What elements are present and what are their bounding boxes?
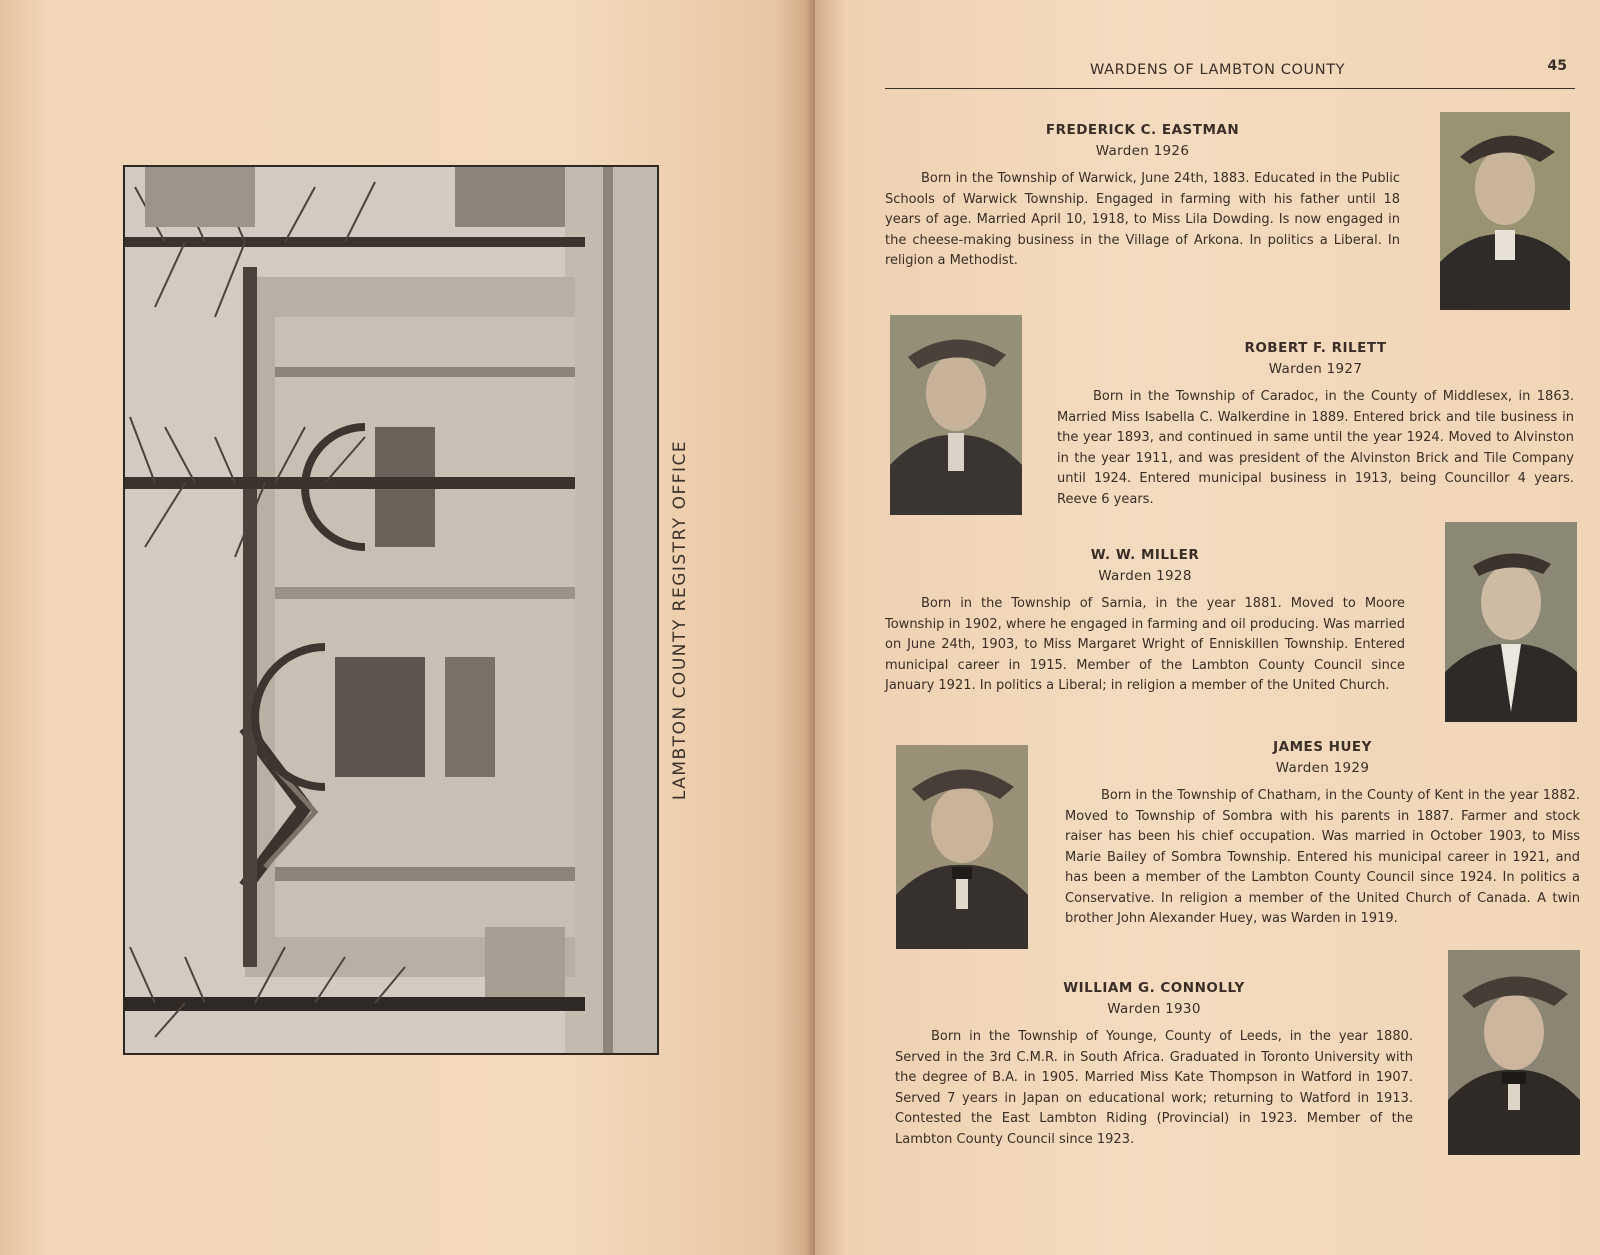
warden-bio: Born in the Township of Younge, County of Leeds, in the year 1880. Served in the 3rd C.M.R. in South Africa. Graduated in Toronto University with the degree of B.A. in 1905. Married Miss Kate Thompson in Watford in 1907. Served 7 years in Japan on educational work; returning to Watford in 1913. Contested the East Lambton Riding (Provincial) in 1923. Member of the Lambton County Council since 1923. <box>895 1029 1413 1147</box>
warden-year: Warden 1928 <box>1098 567 1192 584</box>
warden-bio: Born in the Township of Warwick, June 24th, 1883. Educated in the Public Schools of Warwick Township. Engaged in farming with his father until 18 years of age. Married April 10, 1918, to Miss Lila Dowding. Is now engaged in the cheese-making business in the Village of Arkona. In politics a Liberal. In religion a Methodist. <box>885 171 1400 268</box>
warden-portrait <box>1445 522 1577 722</box>
photo-caption <box>670 430 690 810</box>
warden-portrait <box>1440 112 1570 310</box>
warden-bio: Born in the Township of Sarnia, in the year 1881. Moved to Moore Township in 1902, where he engaged in farming and oil producing. Was married on June 24th, 1903, to Miss Margaret Wright of Enniskillen Township. Entered municipal career in 1915. Member of the Lambton County Council since January 1921. In politics a Liberal; in religion a member of the United Church. <box>885 596 1405 693</box>
warden-year: Warden 1929 <box>1275 759 1370 776</box>
warden-entry <box>1065 737 1580 930</box>
warden-portrait <box>890 315 1022 515</box>
warden-name: WILLIAM G. CONNOLLY <box>1063 980 1245 996</box>
warden-year: Warden 1930 <box>1107 1000 1201 1017</box>
photo-caption-text: LAMBTON COUNTY REGISTRY OFFICE <box>670 439 690 801</box>
registry-office-photo <box>123 165 659 1055</box>
warden-portrait <box>896 745 1028 949</box>
running-title: WARDENS OF LAMBTON COUNTY <box>1090 62 1346 78</box>
page-number: 45 <box>1547 58 1567 74</box>
warden-year: Warden 1926 <box>1095 142 1190 159</box>
warden-year: Warden 1927 <box>1268 360 1363 377</box>
warden-entry <box>895 978 1413 1150</box>
warden-name: W. W. MILLER <box>1090 547 1200 563</box>
warden-bio: Born in the Township of Caradoc, in the County of Middlesex, in 1863. Married Miss Isabella C. Walkerdine in 1889. Entered brick and tile business in the year 1893, and continued in same until the year 1924. Moved to Alvinston in the year 1911, and was president of the Alvinston Brick and Tile Company until 1924. Entered municipal business in 1913, being Councillor 4 years. Reeve 6 years. <box>1057 389 1574 507</box>
running-header <box>885 60 1575 89</box>
warden-entry <box>1057 338 1574 510</box>
warden-entry <box>885 545 1405 697</box>
warden-entry <box>885 120 1400 272</box>
warden-bio: Born in the Township of Chatham, in the County of Kent in the year 1882. Moved to Township of Sombra with his parents in 1887. Farmer and stock raiser has been his chief occupation. Was married in October 1903, to Miss Marie Bailey of Sombra Township. Entered his municipal career in 1921, and has been a member of the Lambton County Council since 1924. In politics a Conservative. In religion a member of the United Church of Canada. A twin brother John Alexander Huey, was Warden in 1919. <box>1065 788 1580 926</box>
warden-name: FREDERICK C. EASTMAN <box>1045 122 1240 138</box>
warden-portrait <box>1448 950 1580 1155</box>
warden-name: JAMES HUEY <box>1273 739 1372 755</box>
warden-name: ROBERT F. RILETT <box>1244 340 1387 356</box>
